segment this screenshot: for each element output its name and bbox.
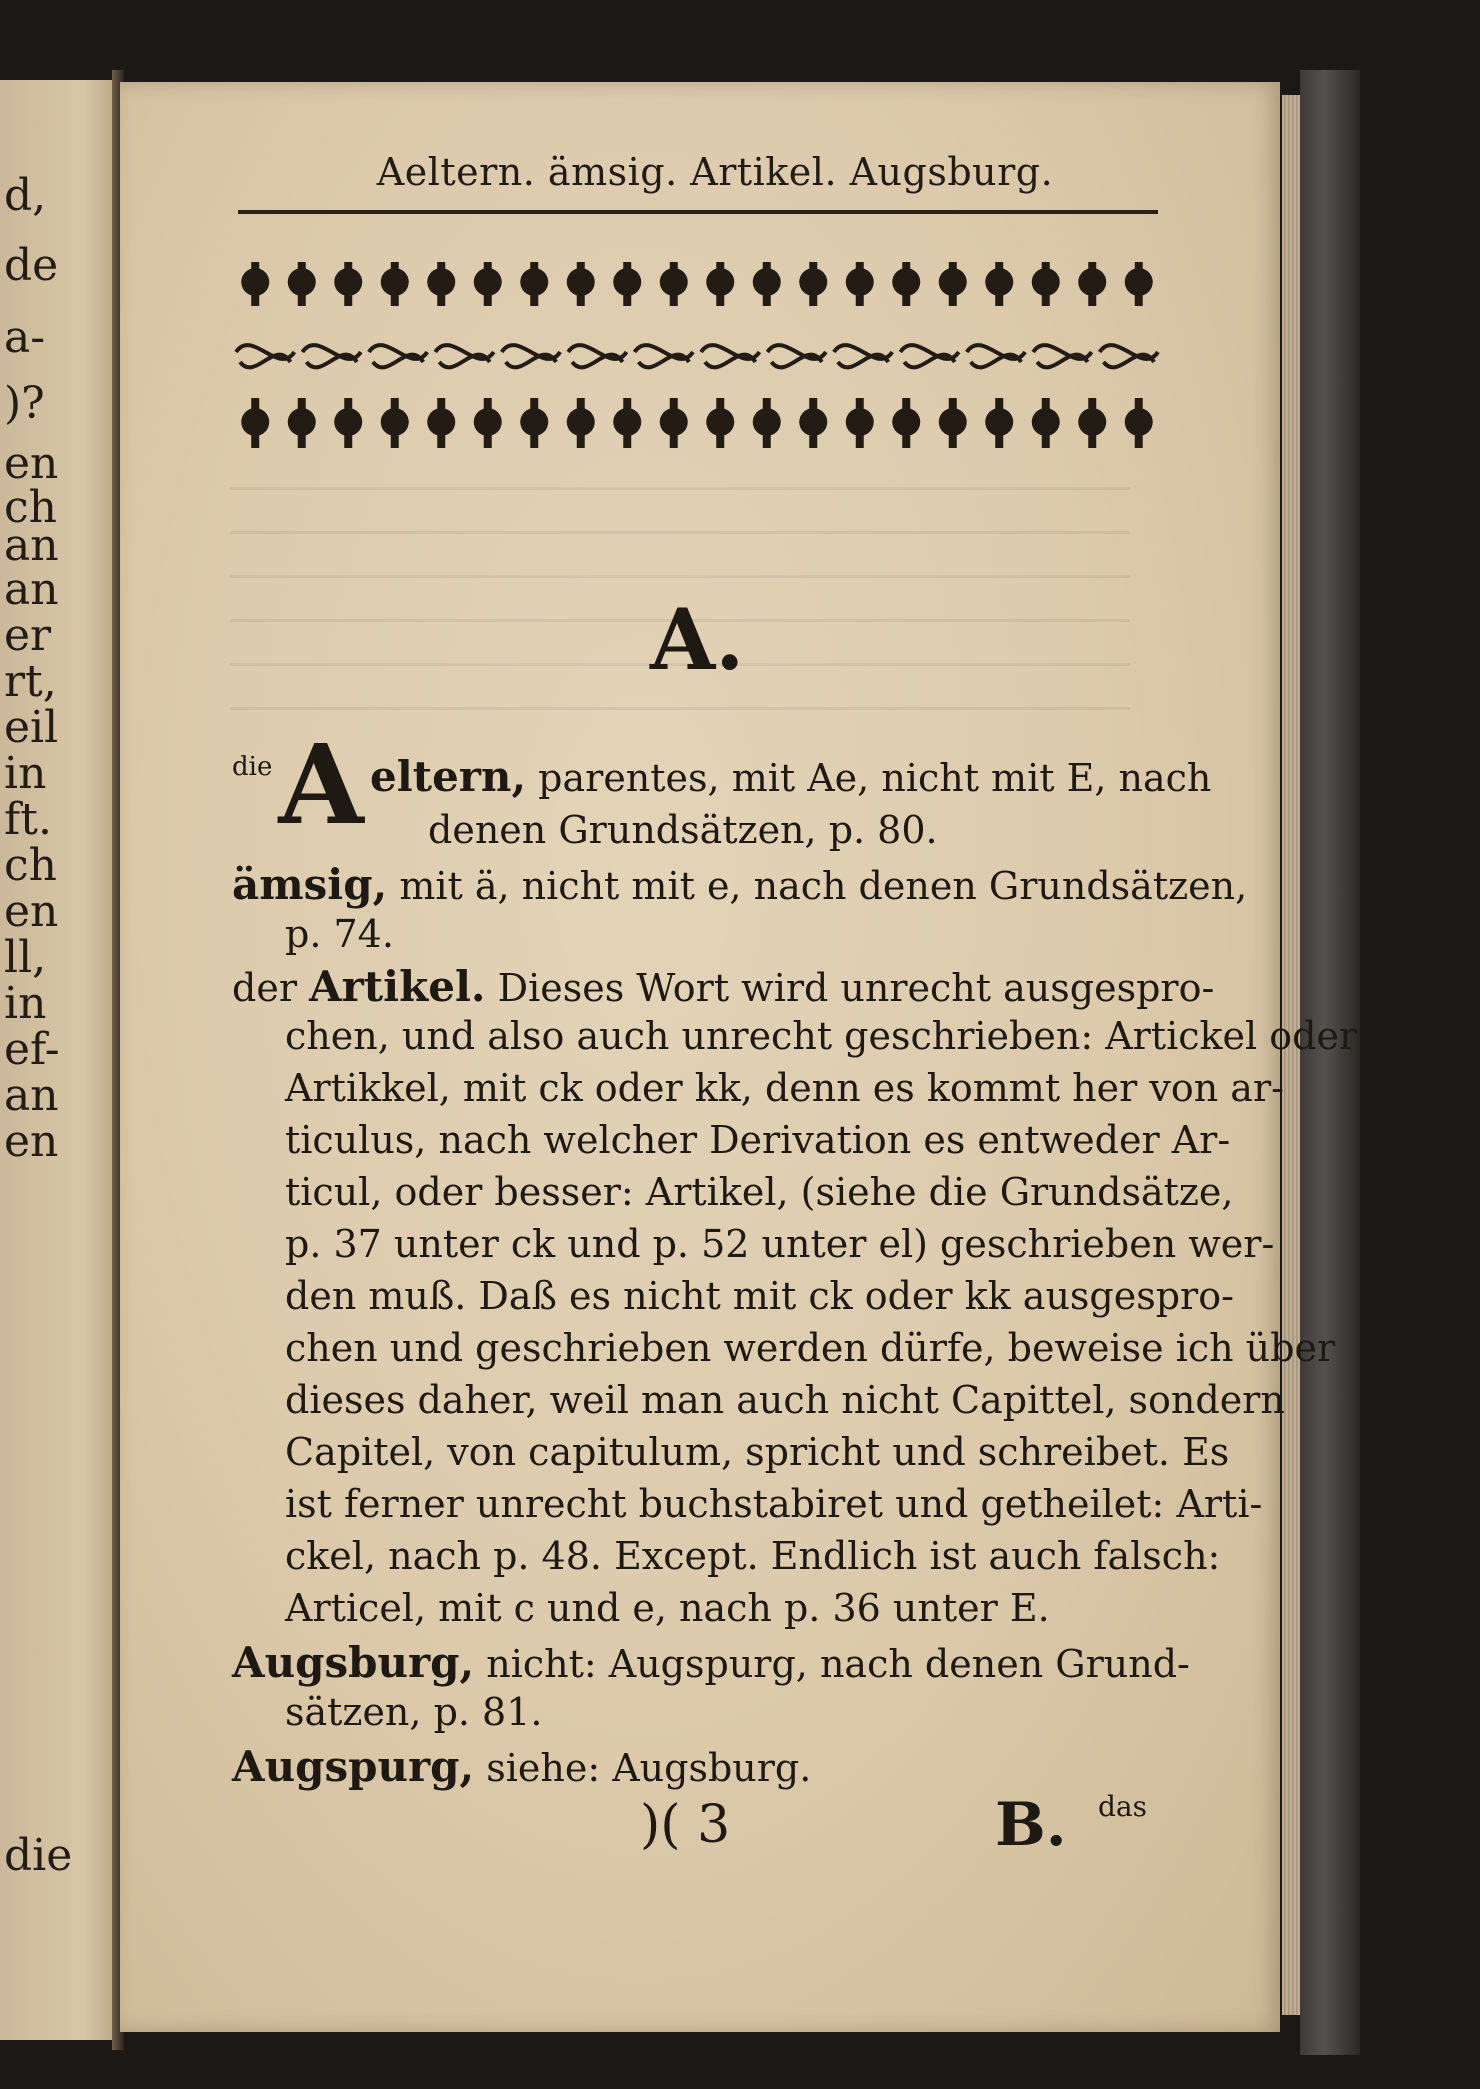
head-rule xyxy=(238,210,1158,214)
left-page-fragment: in xyxy=(4,978,47,1029)
entry-augsburg-line1 xyxy=(232,1638,1190,1687)
left-page-fragment: a- xyxy=(4,312,46,363)
ornament-row-middle xyxy=(236,345,1158,367)
entry-text: parentes, mit Ae, nicht mit E, nach xyxy=(526,756,1212,800)
entry-augspurg-line1 xyxy=(232,1742,811,1791)
left-page-fragment: er xyxy=(4,610,52,661)
left-page-fragment: ch xyxy=(4,840,57,891)
headword: Augsburg, xyxy=(232,1638,475,1687)
drop-cap: A xyxy=(278,720,364,849)
entry-artikel-line: Articel, mit c und e, nach p. 36 unter E. xyxy=(285,1586,1050,1630)
left-page xyxy=(0,80,118,2040)
entry-aemsig-line2: p. 74. xyxy=(285,912,394,956)
headword: Artikel. xyxy=(309,962,486,1011)
entry-artikel-line: ckel, nach p. 48. Except. Endlich ist auch falsch: xyxy=(285,1534,1221,1578)
left-page-fragment: an xyxy=(4,1070,59,1121)
entry-text: mit ä, nicht mit e, nach denen Grundsätzen, xyxy=(387,864,1248,908)
entry-artikel-line: ist ferner unrecht buchstabiret und getheilet: Arti- xyxy=(285,1482,1263,1526)
entry-aeltern-line2: denen Grundsätzen, p. 80. xyxy=(428,808,938,852)
entry-artikel-line: chen und geschrieben werden dürfe, beweise ich über xyxy=(285,1326,1336,1370)
entry-artikel-line: dieses daher, weil man auch nicht Capittel, sondern xyxy=(285,1378,1285,1422)
left-page-fragment: en xyxy=(4,1116,59,1167)
book-cover-board xyxy=(1300,70,1360,2055)
entry-artikel-line: den muß. Daß es nicht mit ck oder kk ausgespro- xyxy=(285,1274,1234,1318)
entry-artikel-line: ticul, oder besser: Artikel, (siehe die Grundsätze, xyxy=(285,1170,1234,1214)
headword: ämsig, xyxy=(232,860,388,909)
section-letter: A. xyxy=(650,590,745,689)
left-page-fragment: rt, xyxy=(4,656,57,707)
entry-aeltern-line1 xyxy=(370,752,1211,801)
entry-article: die xyxy=(232,752,273,782)
left-page-fragment: ll, xyxy=(4,932,47,983)
left-page-fragment: ch xyxy=(4,482,57,533)
entry-artikel-line: Capitel, von capitulum, spricht und schreibet. Es xyxy=(285,1430,1230,1474)
running-head: Aeltern. ämsig. Artikel. Augsburg. xyxy=(376,150,1054,194)
entry-artikel-line: chen, und also auch unrecht geschrieben: Artickel oder xyxy=(285,1014,1358,1058)
catchword: das xyxy=(1098,1790,1147,1823)
left-page-fragment: die xyxy=(4,1830,73,1881)
left-page-fragment: d, xyxy=(4,170,47,221)
left-page-fragment: eil xyxy=(4,702,59,753)
headword: eltern, xyxy=(370,752,527,801)
left-page-fragment: en xyxy=(4,438,59,489)
left-page-fragment: ef- xyxy=(4,1024,60,1075)
left-page-fragment: in xyxy=(4,748,47,799)
entry-augsburg-line2: sätzen, p. 81. xyxy=(285,1690,543,1734)
entry-artikel-line: p. 37 unter ck und p. 52 unter el) geschrieben wer- xyxy=(285,1222,1275,1266)
entry-text: nicht: Augspurg, nach denen Grund- xyxy=(474,1642,1190,1686)
ornament-band xyxy=(232,250,1162,460)
left-page-fragment: an xyxy=(4,520,59,571)
left-page-fragment: de xyxy=(4,240,59,291)
signature-mark: )( 3 xyxy=(640,1795,731,1855)
entry-aemsig-line1 xyxy=(232,860,1247,909)
ornament-row-bottom xyxy=(241,398,1153,448)
left-page-fragment: en xyxy=(4,886,59,937)
entry-text: siehe: Augsburg. xyxy=(474,1746,812,1790)
ornament-row-top xyxy=(241,262,1153,306)
left-page-fragment: ft. xyxy=(4,794,52,845)
entry-text: Dieses Wort wird unrecht ausgespro- xyxy=(485,966,1215,1010)
headword: Augspurg, xyxy=(232,1742,475,1791)
left-page-fragment: )? xyxy=(4,378,45,429)
entry-artikel-line: ticulus, nach welcher Derivation es entweder Ar- xyxy=(285,1118,1231,1162)
entry-artikel-line: Artikkel, mit ck oder kk, denn es kommt her von ar- xyxy=(285,1066,1284,1110)
entry-artikel-line1 xyxy=(232,962,1214,1011)
left-page-fragment: an xyxy=(4,564,59,615)
entry-article: der xyxy=(232,966,310,1010)
signature-letter: B. xyxy=(995,1790,1067,1860)
